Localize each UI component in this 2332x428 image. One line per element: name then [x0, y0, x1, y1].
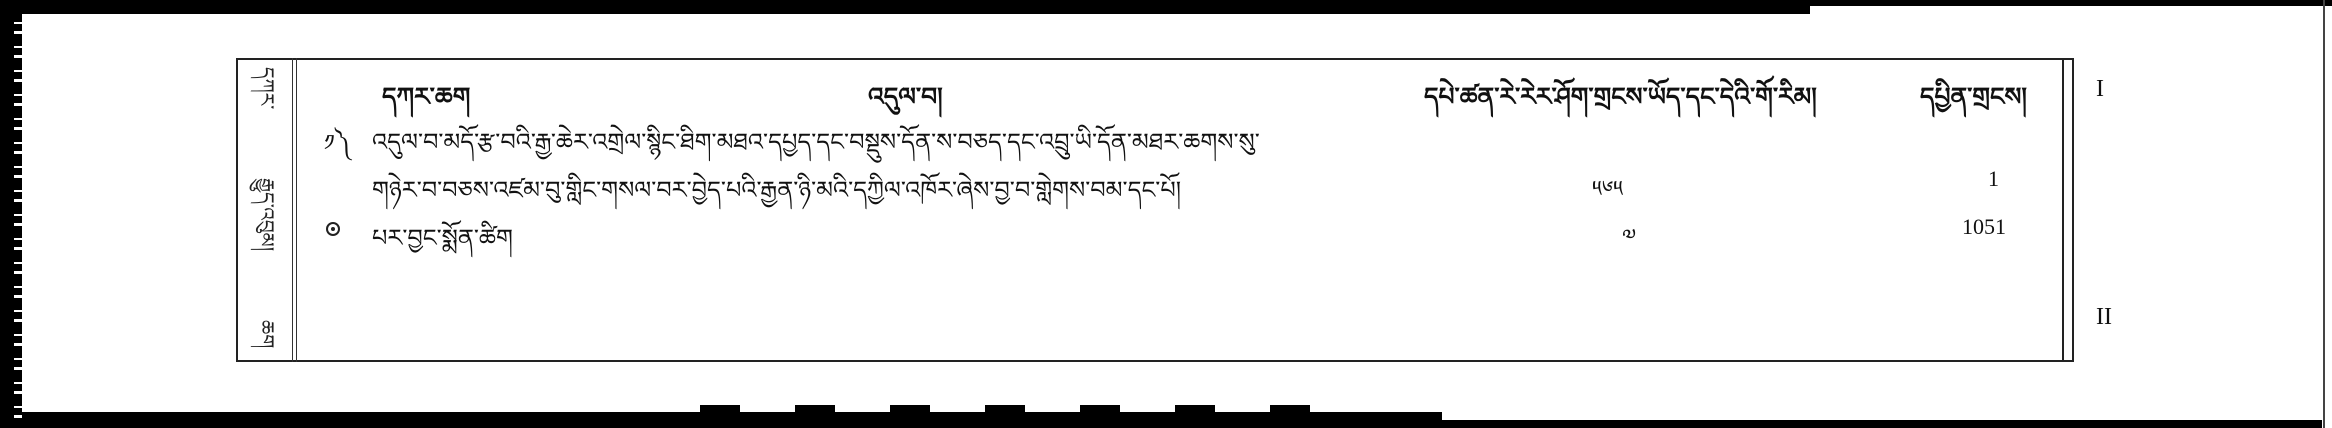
colophon-page-number: 1051: [1962, 214, 2006, 239]
margin-label-bottom: ཆག: [255, 319, 279, 349]
header-title: འདུལ་བ།: [868, 82, 943, 111]
header-index: དཀར་ཆག: [382, 82, 471, 111]
entry-title-line-1: འདུལ་བ་མདོ་རྩ་བའི་རྒྱ་ཆེར་འགྲེལ་སྙིང་ཐིག་མཐའ་དཔྱད་དང་བསྡུས་དོན་ས་བཅད་དང་འབྲུ་ཡི་དོན་མཐར་ཆགས་སུ་: [372, 128, 1260, 156]
header-page-count: དཔྱིན་གྲངས།: [1920, 82, 2027, 111]
scan-bottom-border-tail: [1442, 420, 2322, 428]
entry-title-line-2: གཉེར་བ་བཅས་འཛམ་བུ་གླིང་གསལ་བར་བྱེད་པའི་རྒྱན་ཉི་མའི་དཀྱིལ་འཁོར་ཞེས་བྱ་བ་གླེགས་བམ་དང་པོ།: [372, 176, 1182, 204]
entry-marker: ༡༽: [324, 131, 351, 156]
roman-column-divider: [2062, 58, 2064, 362]
entry-volume-number: ༥༦༥: [1592, 176, 1624, 201]
margin-column-divider-inner: [296, 58, 297, 362]
margin-label-top: དཀར་: [255, 66, 279, 110]
scan-bottom-border: [22, 412, 1442, 428]
scan-left-border: [0, 0, 16, 428]
colophon-volume-number: ༧: [1622, 224, 1637, 249]
scan-top-border: [0, 0, 1810, 14]
header-volume-page: དཔེ་ཚན་རེ་རེར་ཤོག་གྲངས་ཡོད་དང་དེའི་གོ་རིམ།: [1424, 82, 1817, 111]
entry-page-number: 1: [1988, 166, 1999, 191]
colophon-title: པར་བྱང་སྨོན་ཚིག: [372, 224, 513, 252]
scan-right-border: [2323, 0, 2325, 428]
roman-numeral-one: I: [2096, 76, 2104, 102]
colophon-circle-icon: [326, 222, 340, 236]
margin-column-divider: [292, 58, 293, 362]
roman-numeral-two: II: [2096, 304, 2112, 330]
scan-top-border-tail: [1810, 0, 2332, 6]
margin-label-middle: རྒྱུད་འབུམ།: [255, 178, 279, 252]
